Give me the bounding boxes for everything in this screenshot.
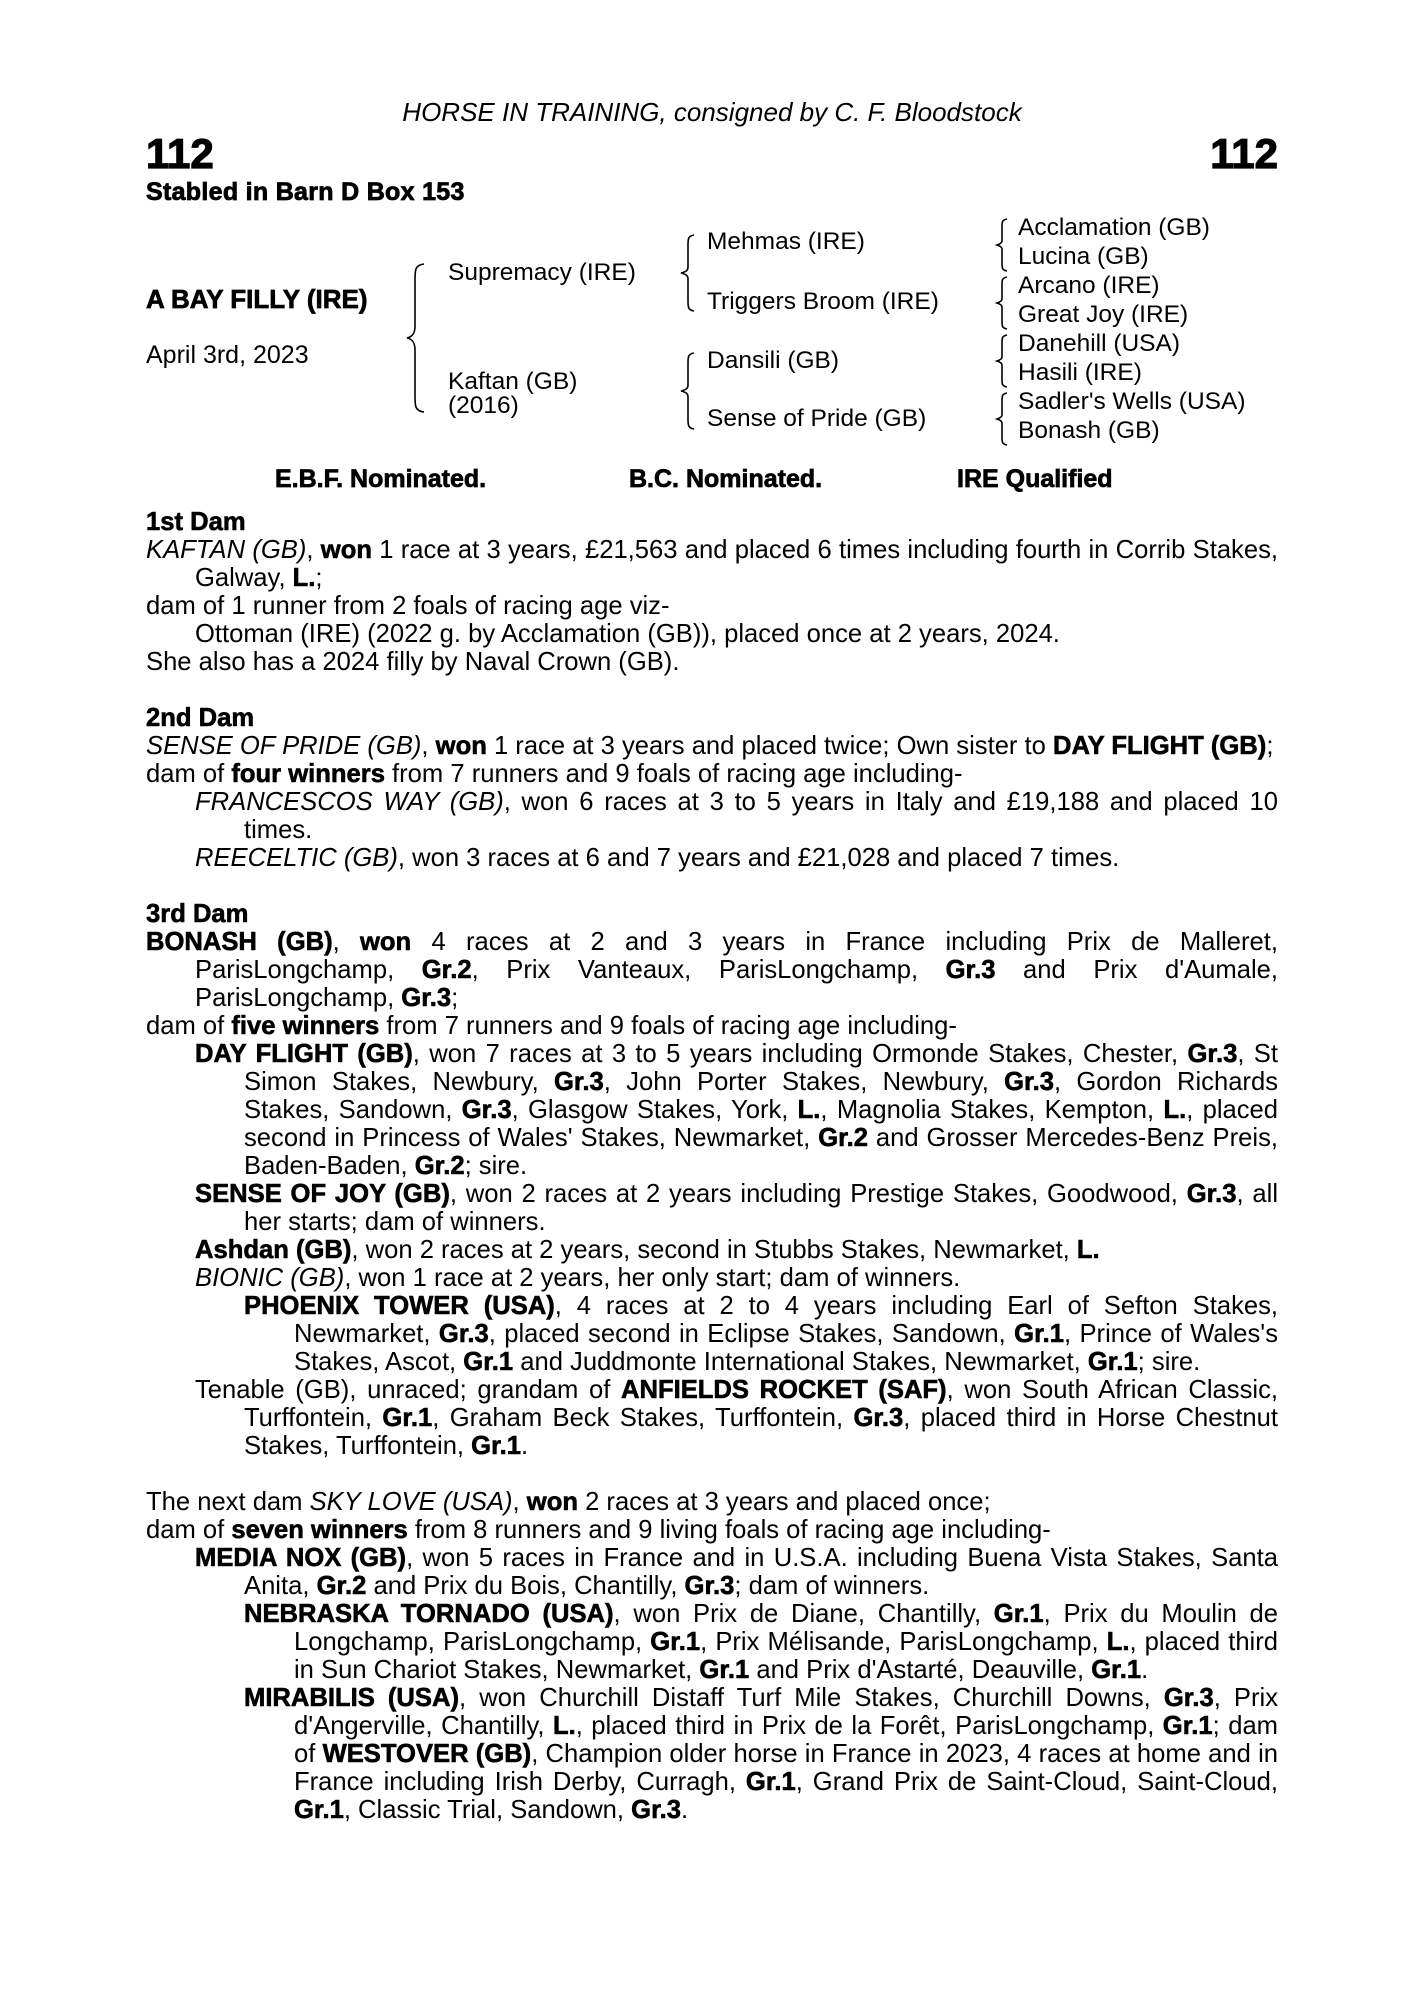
text-run: , won 7 races at 3 to 5 years including Ormonde Stakes, Chester,	[412, 1040, 1188, 1068]
g3-ancestor: Hasili (IRE)	[1018, 359, 1142, 386]
bold-text: Gr.1	[1014, 1320, 1064, 1348]
text-run: , placed third in Prix de la Forêt, ParisLongchamp,	[575, 1712, 1163, 1740]
bold-text: four winners	[231, 760, 385, 788]
text-run: 2 races at 3 years and placed once;	[577, 1488, 991, 1516]
text-run: and Prix du Bois, Chantilly,	[366, 1572, 685, 1600]
stabling-location: Stabled in Barn D Box 153	[146, 178, 465, 206]
text-run: , Prix d'Angerville, Chantilly,	[294, 1684, 1278, 1740]
text-run: dam of	[146, 1516, 232, 1544]
bold-text: WESTOVER (GB)	[322, 1740, 532, 1768]
bold-text: MIRABILIS (USA)	[244, 1684, 459, 1712]
dam-section	[146, 508, 1278, 676]
text-run: , placed third in Sun Chariot Stakes, Newmarket,	[294, 1628, 1279, 1684]
section-spacer	[146, 676, 1278, 704]
pedigree-brace-main	[404, 262, 428, 414]
dam-sire-name: Dansili (GB)	[707, 347, 840, 374]
nomination-ire: IRE Qualified	[957, 465, 1113, 493]
nomination-bc: B.C. Nominated.	[629, 465, 823, 493]
produce-entry	[146, 1376, 1278, 1460]
text-run: ; sire.	[1137, 1348, 1201, 1376]
section-heading: 2nd Dam	[146, 704, 255, 732]
lot-number-right: 112	[1210, 130, 1278, 177]
bold-text: Gr.3	[401, 984, 452, 1012]
section-heading: 3rd Dam	[146, 900, 249, 928]
bold-text: ANFIELDS ROCKET (SAF)	[621, 1376, 947, 1404]
bold-text: Gr.3	[553, 1068, 604, 1096]
italic-text: BIONIC (GB)	[195, 1264, 345, 1292]
bold-text: Gr.1	[699, 1656, 750, 1684]
sire-dam-name: Triggers Broom (IRE)	[707, 288, 939, 315]
text-run: , placed third in Horse Chestnut Stakes, Turffontein,	[244, 1404, 1279, 1460]
text-run: and Prix d'Astarté, Deauville,	[749, 1656, 1092, 1684]
text-run: 4 races at 2 and 3 years in France including Prix de Malleret, ParisLongchamp,	[195, 928, 1278, 984]
dam-name: Kaftan (GB)	[448, 368, 578, 395]
bold-text: Gr.3	[945, 956, 996, 984]
produce-entry	[146, 1516, 1278, 1544]
section-spacer	[146, 1460, 1278, 1488]
text-run: The next dam	[146, 1488, 310, 1516]
bold-text: PHOENIX TOWER (USA)	[244, 1292, 555, 1320]
pedigree-brace-g3-2	[994, 275, 1010, 331]
text-run: , won Churchill Distaff Turf Mile Stakes, Churchill Downs,	[459, 1684, 1164, 1712]
bold-text: Gr.1	[1091, 1656, 1142, 1684]
text-run: , Prince of Wales's Stakes, Ascot,	[294, 1320, 1278, 1376]
text-run: She also has a 2024 filly by Naval Crown (GB).	[146, 648, 680, 676]
pedigree-brace-g3-4	[994, 391, 1010, 447]
text-run: ; dam of winners.	[734, 1572, 930, 1600]
produce-entry	[146, 1264, 1278, 1292]
bold-text: DAY FLIGHT (GB)	[1053, 732, 1267, 760]
text-run: , John Porter Stakes, Newbury,	[603, 1068, 1005, 1096]
text-run: , won 3 races at 6 and 7 years and £21,028 and placed 7 times.	[397, 844, 1120, 872]
bold-text: L.	[292, 564, 316, 592]
bold-text: Gr.3	[438, 1320, 489, 1348]
subject-dob: April 3rd, 2023	[146, 341, 309, 369]
bold-text: BONASH (GB)	[146, 928, 333, 956]
produce-entry	[146, 1544, 1278, 1600]
bold-text: Gr.3	[684, 1572, 735, 1600]
section-heading: 1st Dam	[146, 508, 246, 536]
produce-entry	[146, 928, 1278, 1012]
g3-ancestor: Bonash (GB)	[1018, 417, 1160, 444]
text-run: , Prix Vanteaux, ParisLongchamp,	[471, 956, 946, 984]
text-run: and Juddmonte International Stakes, Newmarket,	[513, 1348, 1088, 1376]
text-run: dam of	[146, 760, 232, 788]
text-run: from 8 runners and 9 living foals of racing age including-	[407, 1516, 1051, 1544]
catalogue-header: HORSE IN TRAINING, consigned by C. F. Bloodstock	[402, 97, 1022, 127]
produce-record	[146, 508, 1278, 1824]
text-run: , won Prix de Diane, Chantilly,	[613, 1600, 994, 1628]
italic-text: KAFTAN (GB)	[146, 536, 307, 564]
bold-text: seven winners	[231, 1516, 408, 1544]
produce-entry	[146, 536, 1278, 592]
text-run: dam of	[146, 1012, 232, 1040]
sire-name: Supremacy (IRE)	[448, 259, 636, 286]
text-run: , Prix du Moulin de Longchamp, ParisLongchamp,	[294, 1600, 1278, 1656]
bold-text: five winners	[231, 1012, 380, 1040]
produce-entry	[146, 844, 1278, 872]
bold-text: Gr.1	[993, 1600, 1044, 1628]
text-run: .	[680, 1796, 689, 1824]
produce-entry	[146, 1012, 1278, 1040]
text-run: and Prix d'Aumale, ParisLongchamp,	[195, 956, 1278, 1012]
produce-entry	[146, 788, 1278, 844]
bold-text: won	[435, 732, 487, 760]
produce-entry	[146, 1236, 1278, 1264]
bold-text: won	[320, 536, 372, 564]
bold-text: NEBRASKA TORNADO (USA)	[244, 1600, 614, 1628]
italic-text: FRANCESCOS WAY (GB)	[195, 788, 504, 816]
bold-text: Gr.3	[853, 1404, 904, 1432]
text-run: ; dam of	[294, 1712, 1278, 1768]
text-run: , Glasgow Stakes, York,	[511, 1096, 798, 1124]
italic-text: SENSE OF PRIDE (GB)	[146, 732, 422, 760]
dam-section	[146, 1460, 1278, 1824]
section-spacer	[146, 872, 1278, 900]
text-run: , won 2 races at 2 years including Prestige Stakes, Goodwood,	[449, 1180, 1187, 1208]
g3-ancestor: Sadler's Wells (USA)	[1018, 388, 1246, 415]
bold-text: won	[526, 1488, 578, 1516]
bold-text: Gr.3	[631, 1796, 681, 1824]
dam-section	[146, 676, 1278, 872]
text-run: , Champion older horse in France in 2023, 4 races at home and in France including Irish Derby, Curragh,	[294, 1740, 1278, 1796]
bold-text: Gr.1	[382, 1404, 433, 1432]
text-run: , won South African Classic, Turffontein,	[244, 1376, 1278, 1432]
g3-ancestor: Arcano (IRE)	[1018, 272, 1160, 299]
g3-ancestor: Great Joy (IRE)	[1018, 301, 1189, 328]
text-run: , won 5 races in France and in U.S.A. including Buena Vista Stakes, Santa Anita,	[244, 1544, 1278, 1600]
text-run: Ottoman (IRE) (2022 g. by Acclamation (GB)), placed once at 2 years, 2024.	[195, 620, 1060, 648]
bold-text: MEDIA NOX (GB)	[195, 1544, 407, 1572]
pedigree-brace-g3-3	[994, 333, 1010, 389]
text-run: ,	[512, 1488, 527, 1516]
text-run: , won 1 race at 2 years, her only start; dam of winners.	[344, 1264, 961, 1292]
italic-text: SKY LOVE (USA)	[309, 1488, 513, 1516]
produce-entry	[146, 1684, 1278, 1824]
bold-text: Gr.3	[1186, 1180, 1237, 1208]
text-run: , Classic Trial, Sandown,	[343, 1796, 632, 1824]
text-run: , placed second in Princess of Wales' Stakes, Newmarket,	[244, 1096, 1278, 1152]
bold-text: Gr.2	[316, 1572, 367, 1600]
text-run: , placed second in Eclipse Stakes, Sandown,	[488, 1320, 1015, 1348]
text-run: , won 2 races at 2 years, second in Stubbs Stakes, Newmarket,	[351, 1236, 1077, 1264]
bold-text: Gr.1	[650, 1628, 701, 1656]
sire-sire-name: Mehmas (IRE)	[707, 228, 865, 255]
text-run: , Gordon Richards Stakes, Sandown,	[244, 1068, 1278, 1124]
bold-text: DAY FLIGHT (GB)	[195, 1040, 413, 1068]
text-run: dam of 1 runner from 2 foals of racing age viz-	[146, 592, 670, 620]
bold-text: L.	[1106, 1628, 1130, 1656]
g3-ancestor: Danehill (USA)	[1018, 330, 1181, 357]
text-run: , Grand Prix de Saint-Cloud, Saint-Cloud,	[795, 1768, 1278, 1796]
text-run: , 4 races at 2 to 4 years including Earl of Sefton Stakes, Newmarket,	[294, 1292, 1279, 1348]
bold-text: L.	[1163, 1096, 1187, 1124]
text-run: , won 6 races at 3 to 5 years in Italy and £19,188 and placed 10 times.	[244, 788, 1278, 844]
dam-dam-name: Sense of Pride (GB)	[707, 405, 927, 432]
text-run: ;	[315, 564, 323, 592]
text-run: from 7 runners and 9 foals of racing age including-	[384, 760, 963, 788]
bold-text: Gr.1	[471, 1432, 521, 1460]
bold-text: Gr.1	[745, 1768, 796, 1796]
produce-entry	[146, 1600, 1278, 1684]
text-run: ,	[421, 732, 436, 760]
text-run: , Prix Mélisande, ParisLongchamp,	[700, 1628, 1107, 1656]
text-run: , Magnolia Stakes, Kempton,	[820, 1096, 1164, 1124]
pedigree-brace-sire	[678, 233, 698, 313]
text-run: , Graham Beck Stakes, Turffontein,	[432, 1404, 854, 1432]
text-run: ,	[332, 928, 361, 956]
g3-ancestor: Acclamation (GB)	[1018, 214, 1210, 241]
produce-entry	[146, 1292, 1278, 1376]
text-run: .	[1141, 1656, 1149, 1684]
bold-text: Gr.3	[1187, 1040, 1238, 1068]
text-run: ;	[1266, 732, 1274, 760]
subject-name: A BAY FILLY (IRE)	[146, 284, 368, 314]
bold-text: L.	[552, 1712, 576, 1740]
bold-text: Gr.3	[1163, 1684, 1214, 1712]
lot-number-left: 112	[146, 130, 214, 177]
dam-year: (2016)	[448, 392, 519, 419]
produce-entry	[146, 732, 1278, 760]
bold-text: Gr.3	[461, 1096, 512, 1124]
produce-entry	[146, 592, 1278, 620]
bold-text: Gr.2	[414, 1152, 465, 1180]
text-run: , St Simon Stakes, Newbury,	[244, 1040, 1278, 1096]
produce-entry	[146, 648, 1278, 676]
bold-text: Gr.1	[463, 1348, 514, 1376]
bold-text: L.	[1076, 1236, 1100, 1264]
dam-section	[146, 872, 1278, 1460]
text-run: .	[520, 1432, 529, 1460]
bold-text: SENSE OF JOY (GB)	[195, 1180, 450, 1208]
italic-text: REECELTIC (GB)	[195, 844, 398, 872]
produce-entry	[146, 1180, 1278, 1236]
text-run: from 7 runners and 9 foals of racing age including-	[379, 1012, 957, 1040]
bold-text: Gr.3	[1004, 1068, 1054, 1096]
text-run: Tenable (GB), unraced; grandam of	[195, 1376, 622, 1404]
bold-text: Gr.1	[1162, 1712, 1213, 1740]
bold-text: Gr.1	[294, 1796, 344, 1824]
produce-entry	[146, 1040, 1278, 1180]
produce-entry	[146, 760, 1278, 788]
bold-text: Gr.2	[818, 1124, 868, 1152]
text-run: ;	[451, 984, 459, 1012]
bold-text: Gr.1	[1087, 1348, 1138, 1376]
bold-text: L.	[797, 1096, 821, 1124]
g3-ancestor: Lucina (GB)	[1018, 243, 1149, 270]
text-run: and Grosser Mercedes-Benz Preis, Baden-Baden,	[244, 1124, 1278, 1180]
text-run: 1 race at 3 years and placed twice; Own sister to	[486, 732, 1054, 760]
produce-entry	[146, 620, 1278, 648]
text-run: ,	[306, 536, 321, 564]
text-run: ; sire.	[464, 1152, 528, 1180]
bold-text: Ashdan (GB)	[195, 1236, 352, 1264]
bold-text: won	[360, 928, 412, 956]
text-run: , all her starts; dam of winners.	[244, 1180, 1279, 1236]
produce-entry	[146, 1488, 1278, 1516]
pedigree-brace-dam	[678, 351, 698, 431]
pedigree-brace-g3-1	[994, 217, 1010, 273]
bold-text: Gr.2	[421, 956, 472, 984]
nomination-ebf: E.B.F. Nominated.	[275, 465, 487, 493]
text-run: 1 race at 3 years, £21,563 and placed 6 times including fourth in Corrib Stakes, Galway,	[195, 536, 1278, 592]
